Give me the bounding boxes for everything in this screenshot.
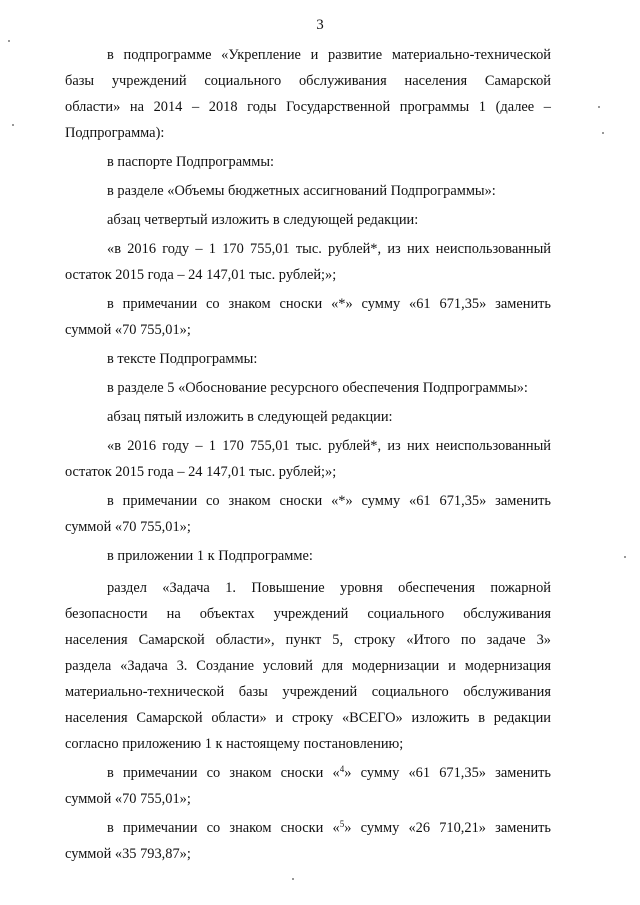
text-line: раздела «Задача 3. Создание условий для модернизации и модернизация [65,658,551,674]
footnote-mark: 5 [339,819,345,829]
footnote-line [107,815,551,841]
text-line: в тексте Подпрограммы: [107,351,258,367]
text-line: суммой «70 755,01»; [65,791,191,807]
text-line: в примечании со знаком сноски «*» сумму «61 671,35» заменить [107,296,551,312]
text-line: в разделе 5 «Обоснование ресурсного обеспечения Подпрограммы»: [107,380,528,396]
text-line: остаток 2015 года – 24 147,01 тыс. рублей;»; [65,464,337,480]
scan-speck [602,132,604,134]
text-line: в паспорте Подпрограммы: [107,154,274,170]
document-body [65,42,551,867]
text-line: в подпрограмме «Укрепление и развитие материально-технической [107,47,551,63]
footnote-text: в примечании со знаком сноски « [107,765,340,781]
text-line: в разделе «Объемы бюджетных ассигнований Подпрограммы»: [107,183,496,199]
text-line: материально-технической базы учреждений социального обслуживания [65,684,551,700]
text-line: «в 2016 году – 1 170 755,01 тыс. рублей*, из них неиспользованный [107,438,551,454]
text-line: суммой «70 755,01»; [65,519,191,535]
footnote-text: в примечании со знаком сноски « [107,820,340,836]
scan-speck [8,40,10,42]
footnote-text: » сумму «61 671,35» заменить [344,765,551,781]
page-number: 3 [316,17,324,33]
text-line: безопасности на объектах учреждений социального обслуживания [65,606,551,622]
text-line: абзац пятый изложить в следующей редакции: [107,409,393,425]
text-line: «в 2016 году – 1 170 755,01 тыс. рублей*, из них неиспользованный [107,241,551,257]
text-line: раздел «Задача 1. Повышение уровня обеспечения пожарной [107,580,551,596]
text-line: абзац четвертый изложить в следующей редакции: [107,212,419,228]
scan-speck [598,106,600,108]
scan-speck [624,556,626,558]
text-line: базы учреждений социального обслуживания населения Самарской [65,73,551,89]
text-line: остаток 2015 года – 24 147,01 тыс. рублей;»; [65,267,337,283]
scan-speck [292,878,294,880]
text-line: согласно приложению 1 к настоящему постановлению; [65,736,404,752]
text-line: населения Самарской области», пункт 5, строку «Итого по задаче 3» [65,632,551,648]
footnote-text: » сумму «26 710,21» заменить [344,820,551,836]
text-line: суммой «35 793,87»; [65,846,191,862]
text-line: Подпрограмма): [65,125,165,141]
text-line: населения Самарской области» и строку «ВСЕГО» изложить в редакции [65,710,551,726]
text-line: области» на 2014 – 2018 годы Государственной программы 1 (далее – [65,99,551,115]
text-line: в примечании со знаком сноски «*» сумму «61 671,35» заменить [107,493,551,509]
scan-speck [12,124,14,126]
footnote-mark: 4 [339,764,345,774]
text-line: суммой «70 755,01»; [65,322,191,338]
footnote-line [107,760,551,786]
text-line: в приложении 1 к Подпрограмме: [107,548,313,564]
